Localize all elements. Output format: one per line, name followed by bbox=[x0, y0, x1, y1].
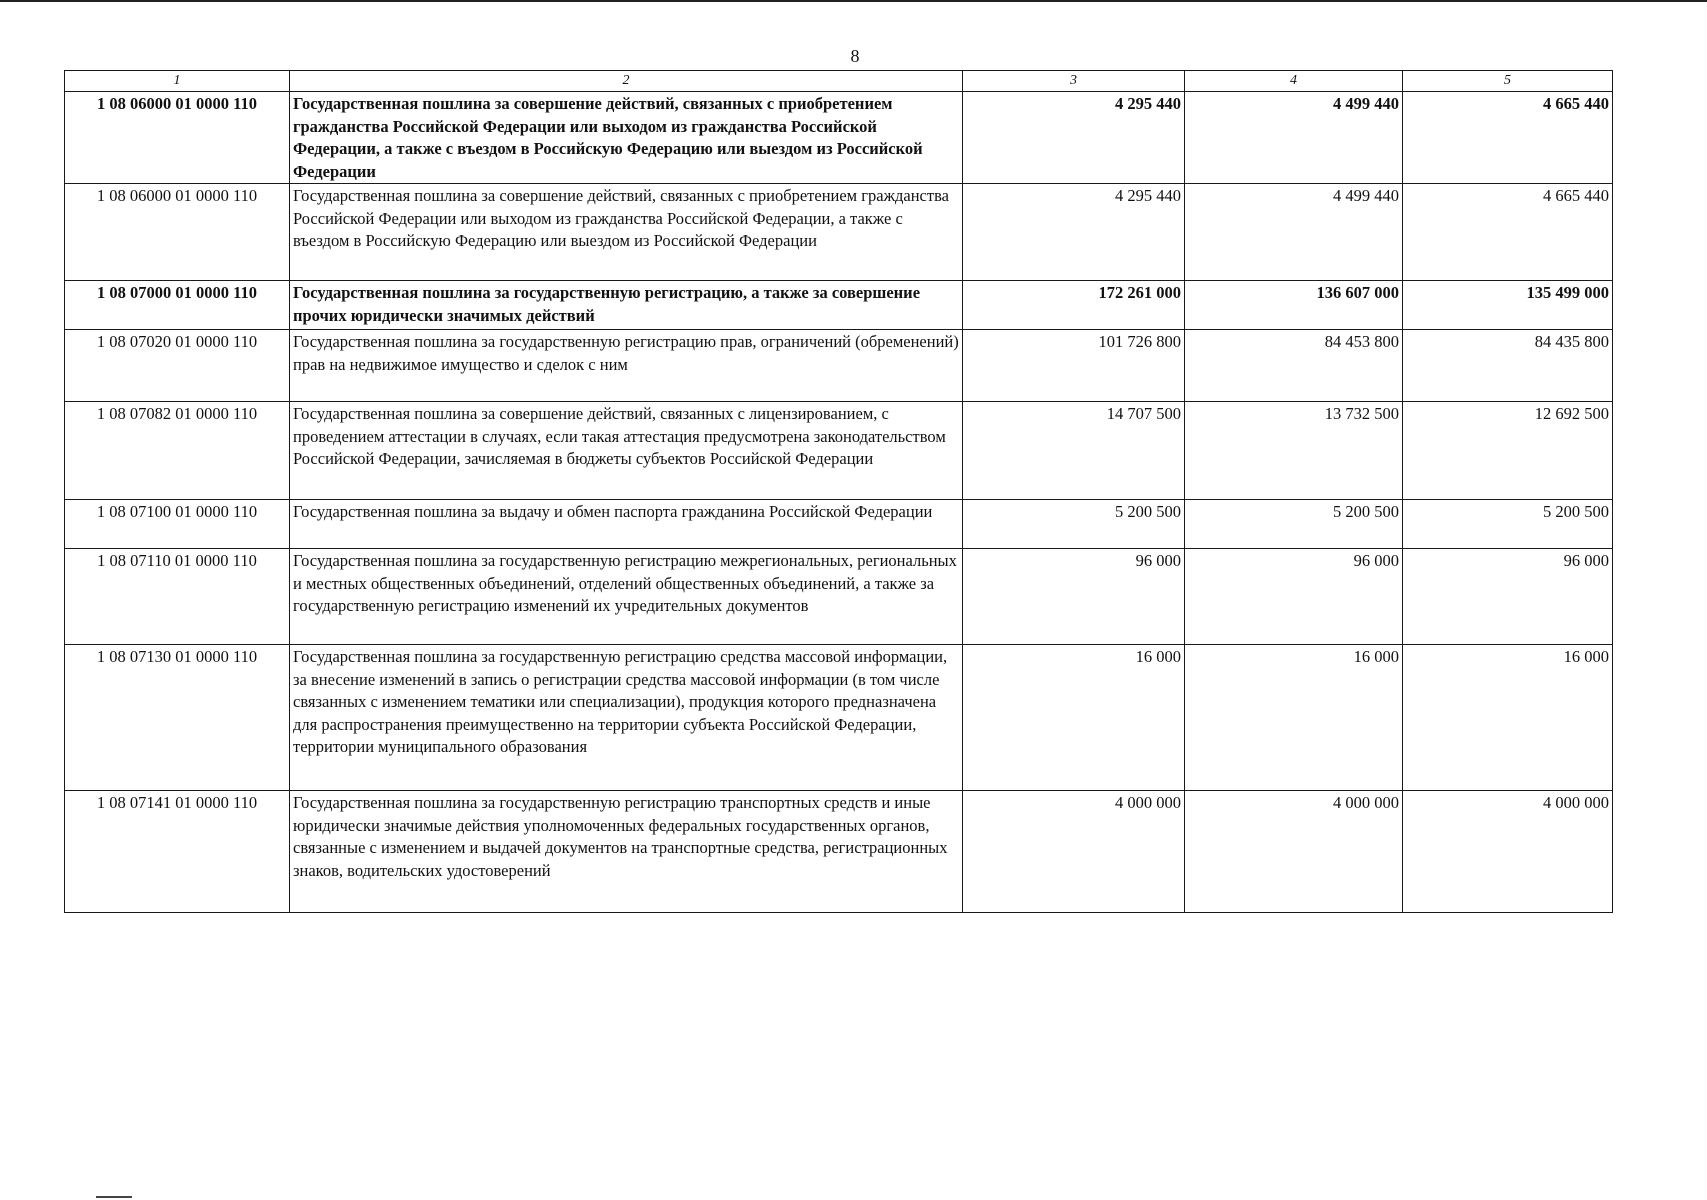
column-number-5: 5 bbox=[1403, 71, 1613, 92]
amount-col-3: 4 295 440 bbox=[963, 92, 1185, 184]
amount-col-5: 96 000 bbox=[1403, 549, 1613, 645]
amount-col-5: 135 499 000 bbox=[1403, 281, 1613, 330]
amount-col-3: 4 000 000 bbox=[963, 791, 1185, 913]
table-row bbox=[65, 184, 1613, 281]
page-top-rule bbox=[0, 0, 1707, 2]
amount-col-4: 96 000 bbox=[1185, 549, 1403, 645]
revenue-code: 1 08 07020 01 0000 110 bbox=[65, 330, 290, 402]
amount-col-5: 4 665 440 bbox=[1403, 184, 1613, 281]
amount-col-4: 16 000 bbox=[1185, 645, 1403, 791]
amount-col-5: 4 665 440 bbox=[1403, 92, 1613, 184]
table-row bbox=[65, 791, 1613, 913]
amount-col-5: 5 200 500 bbox=[1403, 500, 1613, 549]
footer-scan-mark bbox=[96, 1196, 132, 1198]
amount-col-4: 84 453 800 bbox=[1185, 330, 1403, 402]
table-row bbox=[65, 402, 1613, 500]
amount-col-3: 4 295 440 bbox=[963, 184, 1185, 281]
column-number-1: 1 bbox=[65, 71, 290, 92]
revenue-description: Государственная пошлина за государственную регистрацию, а также за совершение прочих юридически значимых действий bbox=[290, 281, 963, 330]
revenue-code: 1 08 07110 01 0000 110 bbox=[65, 549, 290, 645]
revenue-code: 1 08 06000 01 0000 110 bbox=[65, 92, 290, 184]
column-number-2: 2 bbox=[290, 71, 963, 92]
revenue-code: 1 08 07100 01 0000 110 bbox=[65, 500, 290, 549]
revenue-description: Государственная пошлина за совершение действий, связанных с приобретением гражданства Российской Федерации или выходом из гражданства Российской Федерации, а также с въездом в Российскую Федерацию или выездом из Российской Федерации bbox=[290, 184, 963, 281]
table-row bbox=[65, 645, 1613, 791]
amount-col-3: 5 200 500 bbox=[963, 500, 1185, 549]
revenue-code: 1 08 06000 01 0000 110 bbox=[65, 184, 290, 281]
revenue-description: Государственная пошлина за государственную регистрацию средства массовой информации, за внесение изменений в запись о регистрации средства массовой информации (в том числе связанных с изменением тематики или специализации), продукция которого предназначена для распространения преимущественно на территории субъекта Российской Федерации, территории муниципального образования bbox=[290, 645, 963, 791]
revenue-description: Государственная пошлина за государственную регистрацию межрегиональных, региональных и местных общественных объединений, отделений общественных объединений, а также за государственную регистрацию изменений их учредительных документов bbox=[290, 549, 963, 645]
page-number: 8 bbox=[850, 46, 860, 66]
table-row bbox=[65, 92, 1613, 184]
amount-col-3: 96 000 bbox=[963, 549, 1185, 645]
amount-col-3: 172 261 000 bbox=[963, 281, 1185, 330]
table-row bbox=[65, 281, 1613, 330]
amount-col-5: 4 000 000 bbox=[1403, 791, 1613, 913]
table-row bbox=[65, 330, 1613, 402]
revenue-description: Государственная пошлина за выдачу и обмен паспорта гражданина Российской Федерации bbox=[290, 500, 963, 549]
table-row bbox=[65, 549, 1613, 645]
revenue-description: Государственная пошлина за совершение действий, связанных с лицензированием, с проведением аттестации в случаях, если такая аттестация предусмотрена законодательством Российской Федерации, зачисляемая в бюджеты субъектов Российской Федерации bbox=[290, 402, 963, 500]
amount-col-3: 16 000 bbox=[963, 645, 1185, 791]
amount-col-4: 4 499 440 bbox=[1185, 92, 1403, 184]
amount-col-4: 4 499 440 bbox=[1185, 184, 1403, 281]
revenue-description: Государственная пошлина за государственную регистрацию прав, ограничений (обременений) прав на недвижимое имущество и сделок с ним bbox=[290, 330, 963, 402]
amount-col-4: 13 732 500 bbox=[1185, 402, 1403, 500]
revenue-code: 1 08 07000 01 0000 110 bbox=[65, 281, 290, 330]
amount-col-5: 16 000 bbox=[1403, 645, 1613, 791]
revenue-code: 1 08 07130 01 0000 110 bbox=[65, 645, 290, 791]
amount-col-3: 101 726 800 bbox=[963, 330, 1185, 402]
amount-col-4: 4 000 000 bbox=[1185, 791, 1403, 913]
column-number-row bbox=[65, 71, 1613, 92]
revenue-code: 1 08 07141 01 0000 110 bbox=[65, 791, 290, 913]
revenue-description: Государственная пошлина за совершение действий, связанных с приобретением гражданства Российской Федерации или выходом из гражданства Российской Федерации, а также с въездом в Российскую Федерацию или выездом из Российской Федерации bbox=[290, 92, 963, 184]
amount-col-5: 84 435 800 bbox=[1403, 330, 1613, 402]
revenue-code: 1 08 07082 01 0000 110 bbox=[65, 402, 290, 500]
amount-col-5: 12 692 500 bbox=[1403, 402, 1613, 500]
amount-col-4: 136 607 000 bbox=[1185, 281, 1403, 330]
amount-col-3: 14 707 500 bbox=[963, 402, 1185, 500]
column-number-3: 3 bbox=[963, 71, 1185, 92]
budget-table-container bbox=[64, 70, 1612, 913]
budget-revenue-table bbox=[64, 70, 1613, 913]
table-row bbox=[65, 500, 1613, 549]
revenue-description: Государственная пошлина за государственную регистрацию транспортных средств и иные юридически значимые действия уполномоченных федеральных государственных органов, связанные с изменением и выдачей документов на транспортные средства, регистрационных знаков, водительских удостоверений bbox=[290, 791, 963, 913]
amount-col-4: 5 200 500 bbox=[1185, 500, 1403, 549]
column-number-4: 4 bbox=[1185, 71, 1403, 92]
